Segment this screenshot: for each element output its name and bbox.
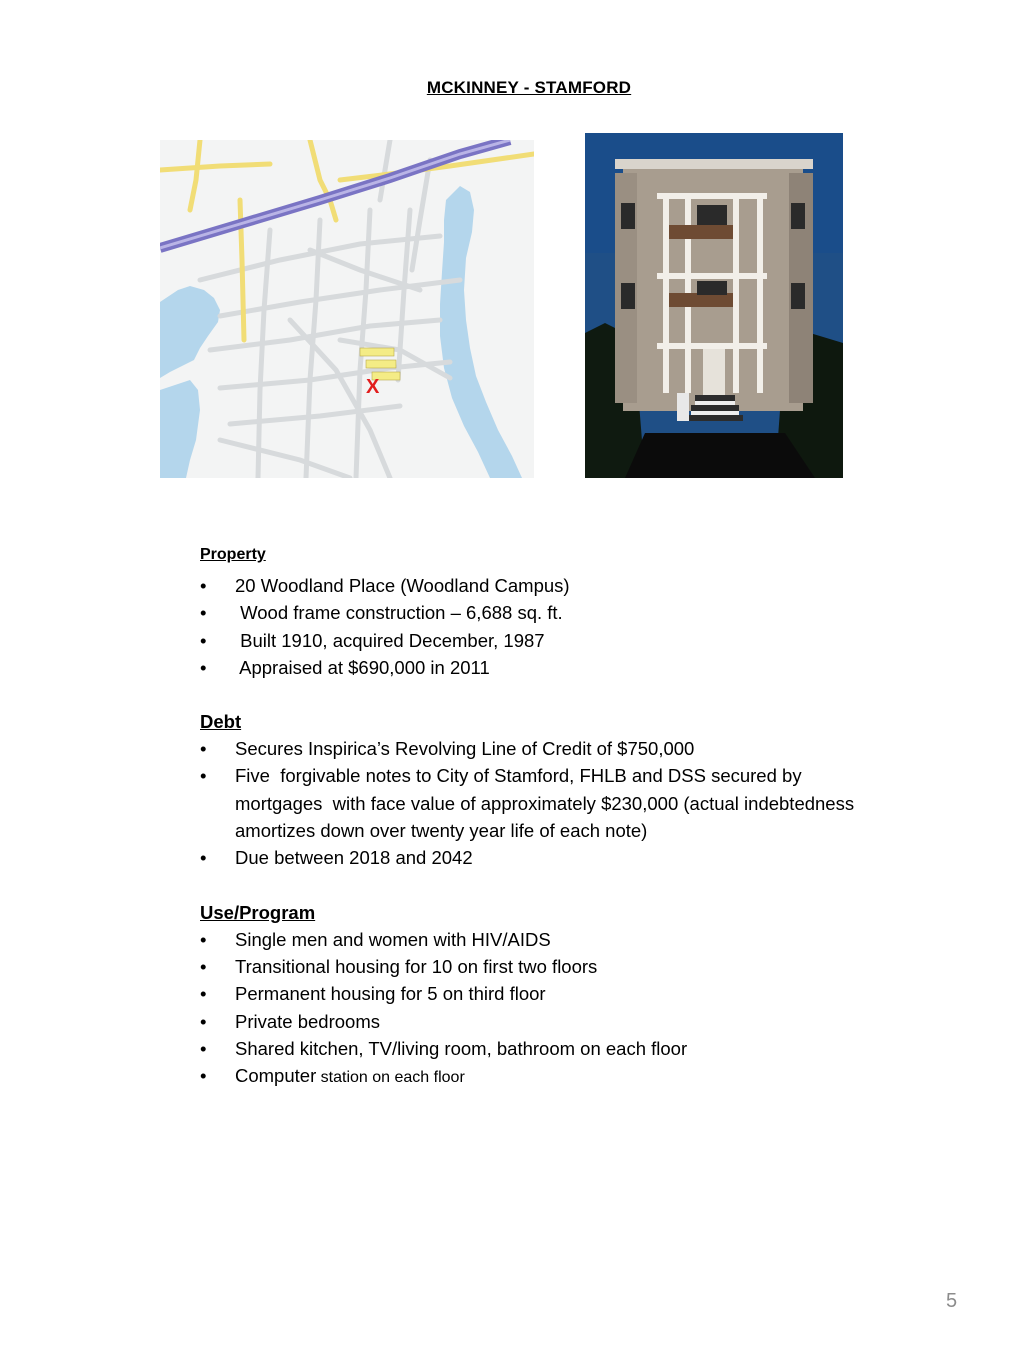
- content-area: [200, 544, 900, 1091]
- bullet: •: [200, 983, 207, 1005]
- list-item: [200, 599, 900, 626]
- list-item-text: Shared kitchen, TV/living room, bathroom on each floor: [235, 1037, 688, 1059]
- list-item-text: Due between 2018 and 2042: [235, 847, 473, 869]
- bullet: •: [200, 602, 207, 624]
- debt-heading: Debt: [200, 711, 242, 733]
- list-item-text: Built 1910, acquired December, 1987: [235, 629, 545, 651]
- debt-list: [200, 735, 900, 871]
- location-marker: X: [366, 376, 380, 398]
- bullet: •: [200, 575, 207, 596]
- map-drawing: [160, 140, 534, 478]
- property-list: [200, 572, 900, 681]
- list-item-text: Single men and women with HIV/AIDS: [235, 928, 551, 950]
- street-map-image: [160, 140, 534, 478]
- bullet: •: [200, 629, 207, 651]
- list-item-text: 20 Woodland Place (Woodland Campus): [235, 575, 570, 596]
- bullet: •: [200, 1010, 207, 1032]
- list-item-text: Wood frame construction – 6,688 sq. ft.: [235, 602, 563, 624]
- list-item-text: Secures Inspirica’s Revolving Line of Credit of $750,000: [235, 738, 695, 760]
- bullet: •: [200, 738, 207, 760]
- bullet: •: [200, 955, 207, 977]
- list-item-text: Permanent housing for 5 on third floor: [235, 983, 546, 1005]
- bullet: •: [200, 656, 207, 678]
- list-item-text-small: station on each floor: [316, 1069, 465, 1087]
- use-program-heading: Use/Program: [200, 901, 316, 923]
- list-item: [200, 627, 900, 654]
- list-item: [200, 1035, 900, 1062]
- list-item-text: Private bedrooms: [235, 1010, 380, 1032]
- building-drawing: [585, 133, 843, 478]
- list-item-text: Appraised at $690,000 in 2011: [235, 656, 490, 678]
- property-heading: Property: [200, 546, 266, 563]
- bullet: •: [200, 928, 207, 950]
- list-item: [200, 762, 865, 844]
- bullet: •: [200, 1037, 207, 1059]
- list-item: [200, 844, 900, 871]
- list-item: [200, 572, 900, 599]
- page-title: MCKINNEY - STAMFORD: [426, 78, 632, 97]
- list-item: [200, 926, 900, 953]
- list-item: [200, 654, 900, 681]
- list-item-text: Transitional housing for 10 on first two floors: [235, 955, 598, 977]
- list-item: [200, 1008, 900, 1035]
- list-item: [200, 953, 900, 980]
- page-number: 5: [946, 1290, 958, 1312]
- list-item-text: Five forgivable notes to City of Stamford, FHLB and DSS secured by mortgages with face value of approximately $230,000 (actual indebtedness amortizes down over twenty year life of each note): [235, 765, 860, 842]
- list-item: [200, 980, 900, 1007]
- list-item: [200, 1062, 900, 1091]
- bullet: •: [200, 847, 207, 869]
- list-item-text: Computer: [235, 1065, 317, 1087]
- building-photo: [585, 133, 843, 478]
- use-program-list: [200, 926, 900, 1092]
- list-item: [200, 735, 900, 762]
- bullet: •: [200, 1065, 207, 1087]
- bullet: •: [200, 765, 207, 787]
